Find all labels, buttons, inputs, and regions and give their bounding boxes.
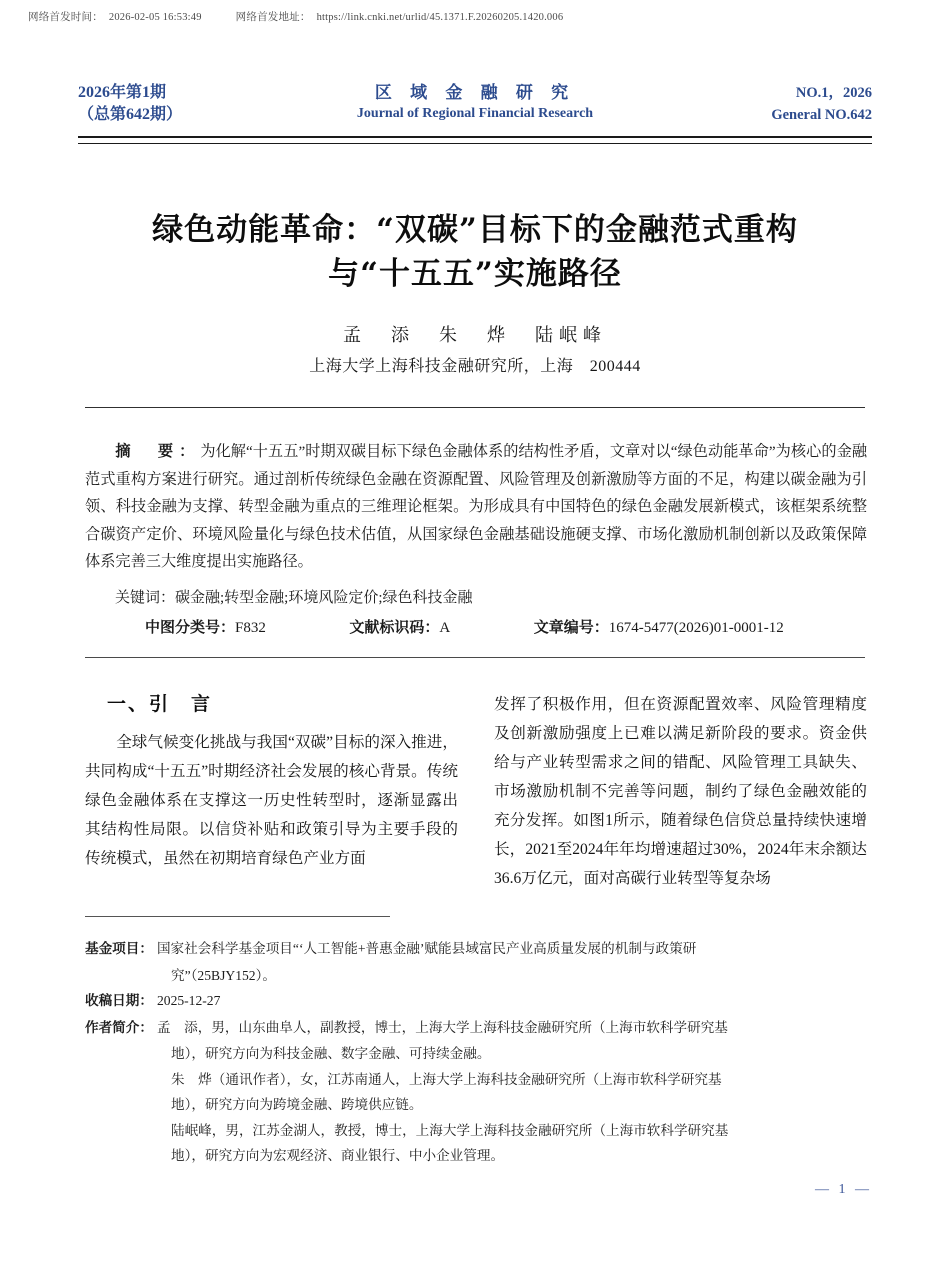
footnote-block <box>85 936 867 1169</box>
doc-code-label: 文献标识码： <box>349 619 440 636</box>
masthead-issue-en <box>771 82 872 126</box>
issue-en-line-2: General NO.642 <box>771 107 872 123</box>
masthead-divider <box>78 136 872 144</box>
footnote-author-bio <box>85 1015 867 1041</box>
bio-2-line-2: 地），研究方向为跨境金融、跨境供应链。 <box>171 1097 423 1112</box>
bio-1-line-2: 地），研究方向为科技金融、数字金融、可持续金融。 <box>171 1046 491 1061</box>
title-line-2: 与“十五五”实施路径 <box>328 256 622 292</box>
bio-3-line-2: 地），研究方向为宏观经济、商业银行、中小企业管理。 <box>171 1148 505 1163</box>
journal-title-en: Journal of Regional Financial Research <box>356 106 594 121</box>
received-label: 收稿日期： <box>85 993 153 1008</box>
publish-time-value: 2026-02-05 16:53:49 <box>108 12 202 23</box>
doc-code-segment <box>319 615 450 642</box>
article-id-label: 文章编号： <box>533 619 609 636</box>
body-paragraph-left: 全球气候变化挑战与我国“双碳”目标的深入推进，共同构成“十五五”时期经济社会发展的核心背景。传统绿色金融体系在支撑这一历史性转型时，逐渐显露出其结构性局限。以信贷补贴和政策引导为主要手段的传统模式，虽然在初期培育绿色产业方面 <box>85 734 458 867</box>
publish-url-label: 网络首发地址： <box>235 12 311 23</box>
keywords-label: 关键词： <box>115 589 176 606</box>
clc-label: 中图分类号： <box>145 619 236 636</box>
body-columns <box>85 690 867 890</box>
journal-title-cn: 区 域 金 融 研 究 <box>374 83 576 102</box>
bio-1-line-1: 孟 添，男，山东曲阜人，副教授，博士，上海大学上海科技金融研究所（上海市软科学研究基 <box>156 1019 728 1035</box>
bio-3-line-1: 陆岷峰，男，江苏金湖人，教授，博士，上海大学上海科技金融研究所（上海市软科学研究基 <box>171 1122 729 1138</box>
issue-line-1: 2026年第1期 <box>78 84 167 101</box>
abstract-divider-bottom <box>85 657 865 658</box>
cnki-first-publication-bar <box>28 9 922 24</box>
footnote-divider <box>85 916 390 917</box>
keywords-value: 碳金融;转型金融;环境风险定价;绿色科技金融 <box>175 589 473 606</box>
abstract-paragraph <box>85 438 867 576</box>
abstract-block <box>85 438 867 642</box>
fund-text: 国家社会科学基金项目“‘人工智能+普惠金融’赋能县域富民产业高质量发展的机制与政策研 <box>156 941 697 956</box>
fund-text-continued: 究”（25BJY152）。 <box>171 967 276 983</box>
title-line-1: 绿色动能革命：“双碳”目标下的金融范式重构 <box>152 212 798 248</box>
bio-label: 作者简介： <box>85 1019 153 1035</box>
publish-url-value[interactable]: https://link.cnki.net/urlid/45.1371.F.20260205.1420.006 <box>316 12 564 23</box>
page-number: — 1 — <box>815 1182 872 1197</box>
body-column-right <box>494 690 867 890</box>
abstract-text: 为化解“十五五”时期双碳目标下绿色金融体系的结构性矛盾，文章对以“绿色动能革命”为核心的金融范式重构方案进行研究。通过剖析传统绿色金融在资源配置、风险管理及创新激励等方面的不足，构建以碳金融为引领、科技金融为支撑、转型金融为重点的三维理论框架。为形成具有中国特色的绿色金融发展新模式，该框架系统整合碳资产定价、环境风险量化与绿色技术估值，从国家绿色金融基础设施硬支撑、市场化激励机制创新以及政策保障体系完善三大维度提出实施路径。 <box>85 443 868 570</box>
abstract-divider-top <box>85 407 865 408</box>
page-title <box>78 208 872 296</box>
received-value: 2025-12-27 <box>156 993 221 1008</box>
body-column-left <box>85 690 458 890</box>
author-affiliation: 上海大学上海科技金融研究所，上海 200444 <box>309 358 641 375</box>
article-id-value: 1674-5477(2026)01-0001-12 <box>608 619 784 636</box>
keywords-line <box>85 585 867 612</box>
masthead <box>78 82 872 132</box>
doc-code-value: A <box>439 619 451 636</box>
issue-en-line-1: NO.1，2026 <box>795 85 872 101</box>
article-id-segment <box>504 615 784 642</box>
publish-time-label: 网络首发时间： <box>28 12 103 23</box>
fund-label: 基金项目： <box>85 941 153 956</box>
classification-line <box>85 615 867 642</box>
clc-segment <box>115 615 266 642</box>
clc-value: F832 <box>235 619 266 636</box>
footnote-received-date <box>85 988 867 1014</box>
section-heading-introduction: 一、引 言 <box>107 694 213 715</box>
abstract-label: 摘 要： <box>115 443 201 460</box>
author-list: 孟 添 朱 烨 陆岷峰 <box>343 325 607 345</box>
issue-line-2: （总第642期） <box>78 106 183 123</box>
masthead-journal-name <box>78 82 872 124</box>
footnote-fund <box>85 936 867 962</box>
bio-2-line-1: 朱 烨（通讯作者），女，江苏南通人，上海大学上海科技金融研究所（上海市软科学研究基 <box>171 1071 722 1087</box>
body-paragraph-right: 发挥了积极作用，但在资源配置效率、风险管理精度及创新激励强度上已难以满足新阶段的要求。资金供给与产业转型需求之间的错配、风险管理工具缺失、市场激励机制不完善等问题，制约了绿色金融效能的充分发挥。如图1所示，随着绿色信贷总量持续快速增长，2021至2024年年均增速超过30%，2024年末余额达36.6万亿元，面对高碳行业转型等复杂场 <box>494 696 867 887</box>
